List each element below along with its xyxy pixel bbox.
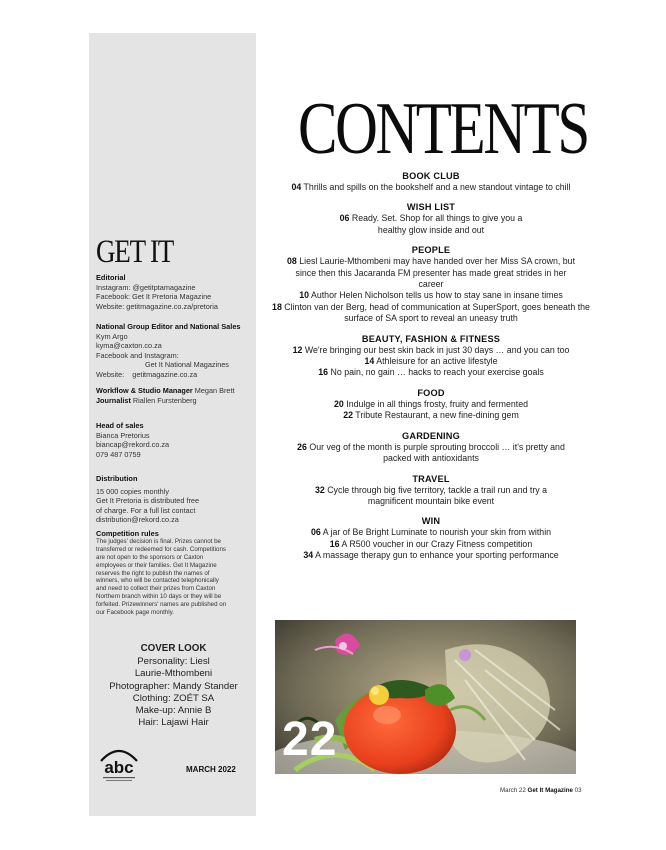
page-number: 22	[343, 410, 353, 421]
workflow-label: Workflow & Studio Manager	[96, 386, 193, 395]
sales-heading: Head of sales	[96, 421, 144, 430]
page-number: 20	[334, 398, 344, 409]
journalist-line	[96, 396, 254, 406]
toc-entry	[264, 302, 598, 325]
page-number: 18	[272, 301, 282, 312]
rules-line: forfeited. Prizewinners' names are published on	[96, 601, 227, 609]
footer-brand: Get It Magazine	[527, 787, 573, 794]
abc-logo-text: abc	[104, 758, 134, 777]
entry-text: Tribute Restaurant, a new fine-dining gem	[355, 410, 519, 421]
workflow-line	[96, 386, 254, 396]
toc-entry	[264, 539, 598, 550]
abc-logo	[97, 743, 141, 785]
toc-entry	[264, 345, 598, 356]
page-number: 12	[292, 344, 303, 355]
entry-text: A massage therapy gun to enhance your sporting performance	[315, 550, 559, 561]
entry-text: No pain, no gain … hacks to reach your exercise goals	[330, 367, 544, 378]
issue-date: MARCH 2022	[186, 765, 236, 774]
toc-entry	[264, 485, 598, 508]
toc-section	[264, 201, 598, 236]
competition-rules-block	[96, 530, 254, 617]
entry-text: Cycle through big five territory, tackle a trail run and try a magnificent mountain bike event	[327, 484, 548, 506]
page-number: 32	[314, 484, 325, 495]
section-title: BOOK CLUB	[402, 171, 460, 181]
toc-entry	[264, 182, 598, 193]
website-label: Website:	[96, 369, 125, 379]
page-number: 08	[286, 256, 297, 267]
rules-line: Northern branch within 10 days or they will be	[96, 593, 222, 601]
toc-entry	[264, 399, 598, 410]
sales-line: 079 487 0759	[96, 449, 141, 459]
national-heading: National Group Editor and National Sales	[96, 322, 241, 331]
page-number: 06	[339, 213, 350, 224]
rules-line: our Facebook page monthly.	[96, 609, 174, 617]
section-title: BEAUTY, FASHION & FITNESS	[361, 333, 501, 344]
rules-line: are not open to the sponsors or Caxton	[96, 553, 204, 561]
rules-line: and need to collect their prizes from Caxton	[96, 585, 216, 593]
national-line: kyma@caxton.co.za	[96, 341, 162, 351]
toc-section	[264, 244, 598, 324]
toc-entry	[264, 410, 598, 421]
toc-section	[264, 387, 598, 422]
cover-look-line: Make-up: Annie B	[135, 705, 212, 717]
cover-look-line: Laurie-Mthombeni	[134, 668, 213, 680]
distribution-heading: Distribution	[96, 474, 138, 483]
editorial-block	[96, 273, 254, 311]
entry-text: Our veg of the month is purple sprouting broccoli … it's pretty and packed with antioxidants	[309, 441, 565, 464]
entry-text: A jar of Be Bright Luminate to nourish your skin from within	[322, 527, 552, 538]
section-title: GARDENING	[402, 430, 460, 441]
page-footer	[500, 787, 582, 794]
page-number: 06	[310, 527, 321, 538]
distribution-line: Get It Pretoria is distributed free	[96, 496, 200, 506]
entry-text: A R500 voucher in our Crazy Fitness competition	[341, 538, 533, 549]
footer-date: March 22	[500, 787, 526, 794]
distribution-line: 15 000 copies monthly	[96, 486, 170, 496]
journalist-name: Riallen Furstenberg	[132, 395, 197, 405]
national-line: Kym Argo	[96, 331, 128, 341]
contents-title: CONTENTS	[298, 88, 588, 170]
entry-text: Ready. Set. Shop for all things to give you a healthy glow inside and out	[351, 213, 523, 235]
sales-block	[96, 421, 254, 459]
cover-look-line: Personality: Liesl	[137, 656, 210, 668]
entry-text: Liesl Laurie-Mthombeni may have handed over her Miss SA crown, but since then this Jacaranda FM presenter has made great strides in her career	[295, 256, 576, 290]
page-number: 04	[291, 182, 302, 192]
rules-line: transferred or redeemed for cash. Competitions	[96, 545, 226, 553]
sales-line: Bianca Pretorius	[96, 430, 150, 440]
entry-text: Indulge in all things frosty, fruity and fermented	[346, 398, 528, 409]
distribution-line: of charge. For a full list contact	[96, 505, 196, 515]
toc-section	[264, 515, 598, 561]
toc-entry	[264, 213, 598, 236]
section-title: PEOPLE	[411, 245, 451, 256]
page-number: 16	[318, 367, 329, 378]
rules-line: reserves the right to publish the names of	[96, 569, 210, 577]
national-line: Get It National Magazines	[145, 360, 229, 370]
toc-entry	[264, 290, 598, 301]
toc-entry	[264, 256, 598, 290]
entry-text: We're bringing our best skin back in just 30 days … and you can too	[304, 344, 570, 355]
page-number: 26	[297, 441, 307, 452]
toc-section	[264, 333, 598, 379]
journalist-label: Journalist	[96, 395, 131, 405]
workflow-name: Megan Brett	[194, 386, 235, 395]
section-title: TRAVEL	[412, 473, 450, 484]
section-title: WISH LIST	[406, 202, 456, 213]
toc-entry	[264, 527, 598, 538]
national-line: Facebook and Instagram:	[96, 350, 179, 360]
cover-look-title: COVER LOOK	[140, 643, 207, 654]
toc-entry	[264, 550, 598, 561]
rules-line: The judges' decision is final. Prizes cannot be	[96, 537, 222, 545]
entry-text: Author Helen Nicholson tells us how to stay sane in insane times	[310, 290, 563, 301]
rules-line: winners, who will be contacted telephonically	[96, 577, 219, 585]
editorial-heading: Editorial	[96, 273, 126, 282]
toc-entry	[264, 367, 598, 378]
cover-look-line: Hair: Lajawi Hair	[138, 717, 209, 729]
workflow-block	[96, 386, 254, 405]
rules-line: employees or their families. Get It Magazine	[96, 561, 217, 569]
toc-section	[264, 170, 598, 193]
distribution-block	[96, 474, 254, 525]
entry-text: Athleisure for an active lifestyle	[376, 356, 498, 367]
cover-look-block	[96, 643, 251, 729]
brand-logo: GET IT	[96, 234, 174, 270]
page-number: 34	[303, 550, 314, 561]
editorial-line: Facebook: Get It Pretoria Magazine	[96, 292, 212, 302]
toc-section	[264, 430, 598, 465]
page-number: 14	[364, 356, 375, 367]
distribution-line: distribution@rekord.co.za	[96, 515, 179, 525]
toc-entry	[264, 356, 598, 367]
website-value: getitmagazine.co.za	[132, 369, 198, 379]
national-block	[96, 322, 254, 380]
cover-look-line: Clothing: ZOÉT SA	[132, 692, 215, 704]
table-of-contents	[264, 170, 598, 570]
toc-section	[264, 473, 598, 508]
section-title: WIN	[421, 516, 441, 527]
rules-heading: Competition rules	[96, 529, 159, 538]
page-number: 10	[299, 290, 309, 301]
entry-text: Thrills and spills on the bookshelf and a new standout vintage to chill	[303, 182, 571, 192]
page-number: 16	[329, 538, 340, 549]
cover-look-line: Photographer: Mandy Stander	[109, 680, 238, 692]
section-title: FOOD	[417, 387, 445, 398]
toc-entry	[264, 442, 598, 465]
photo-page-number: 22	[282, 713, 338, 766]
sales-line: biancap@rekord.co.za	[96, 440, 170, 450]
footer-page: 03	[574, 787, 582, 794]
national-website	[96, 370, 254, 380]
editorial-line: Website: getitmagazine.co.za/pretoria	[96, 301, 218, 311]
editorial-line: Instagram: @getitptamagazine	[96, 282, 196, 292]
entry-text: Clinton van der Berg, head of communication at SuperSport, goes beneath the surface of SA sport to reveal an uneasy truth	[284, 301, 590, 324]
